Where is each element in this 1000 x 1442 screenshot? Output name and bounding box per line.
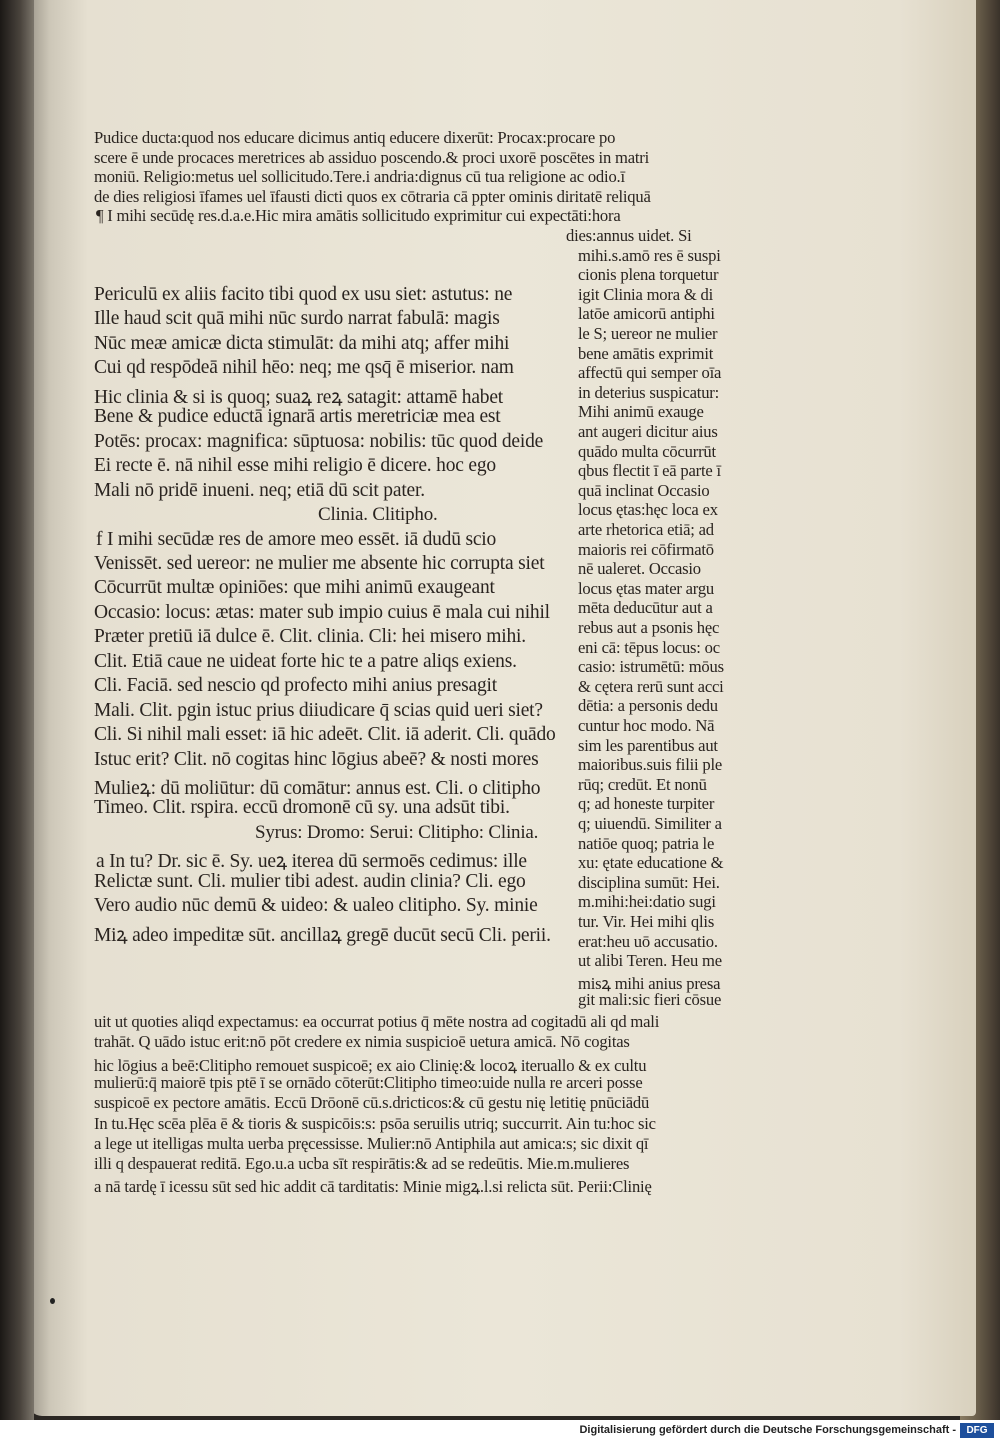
commentary-line: uit ut quoties aliqd expectamus: ea occurrat potius q̄ mēte nostra ad cogitadū ali qd mali	[94, 1012, 660, 1031]
verse-line: Nūc meæ amicæ dicta stimulāt: da mihi atq; affer mihi	[94, 332, 510, 354]
verse-line: Vero audio nūc demū & uideo: & ualeo clitipho. Sy. minie	[94, 895, 538, 917]
gloss-line: xu: ętate educatione &	[578, 853, 724, 873]
gloss-line: quā inclinat Occasio	[578, 480, 710, 500]
gloss-line: bene amātis exprimit	[578, 343, 714, 363]
commentary-line: de dies religiosi īfames uel īfausti dicti quos ex cōtraria cā ppter ominis diritatē reliquā	[94, 186, 651, 206]
footer	[0, 1420, 1000, 1442]
verse-line: Venissēt. sed uereor: ne mulier me absente hic corrupta siet	[94, 552, 545, 574]
gloss-line: casio: istrumētū: mōus	[578, 657, 724, 677]
gloss-line: natiōe quoq; patria le	[578, 833, 715, 853]
commentary-line: ¶ I mihi secūdę res.d.a.e.Hic mira amātis sollicitudo exprimitur cui expectāti:hora	[96, 206, 621, 226]
gloss-line: erat:heu uō accusatio.	[578, 931, 718, 951]
commentary-line: scere ē unde procaces meretrices ab assiduo poscendo.& proci uxorē poscētes in matri	[94, 147, 650, 167]
verse-line: Miꝝ adeo impeditæ sūt. ancillaꝝ gregē ducūt secū Cli. perii.	[94, 924, 551, 946]
verse-line: Præter pretiū iā dulce ē. Clit. clinia. Cli: hei misero mihi.	[94, 626, 526, 648]
gloss-line: dētia: a personis dedu	[578, 696, 718, 716]
gloss-line: affectū qui semper oīa	[578, 363, 722, 383]
gloss-line: ant augeri dicitur aius	[578, 422, 718, 441]
gloss-line: le S; uereor ne mulier	[578, 324, 718, 343]
gloss-line: mihi.s.amō res ē suspi	[578, 245, 721, 265]
ink-mark	[50, 1298, 55, 1304]
verse-line: Ille haud scit quā mihi nūc surdo narrat fabulā: magis	[94, 308, 500, 330]
gloss-line: igit Clinia mora & di	[578, 284, 713, 304]
gloss-line: dies:annus uidet. Si	[566, 226, 692, 245]
verse-line: Cōcurrūt multæ opiniōes: que mihi animū exaugeant	[94, 577, 495, 599]
verse-line: f I mihi secūdæ res de amore meo essēt. iā dudū scio	[96, 528, 497, 550]
commentary-line: hic lōgius a beē:Clitipho remouet suspicoē; ex aio Clinię:& locoꝝ iteruallo & ex cultu	[94, 1055, 647, 1075]
verse-line: Cli. Si nihil mali esset: iā hic adeēt. Clit. iā aderit. Cli. quādo	[94, 724, 556, 746]
commentary-line: trahāt. Q uādo istuc erit:nō pōt credere ex nimia suspicioē uetura amicā. Nō cogitas	[94, 1032, 630, 1052]
gloss-line: qbus flectit ī eā parte ī	[578, 461, 721, 481]
gloss-line: ut alibi Teren. Heu me	[578, 951, 722, 971]
gloss-line: latōe amicorū antiphi	[578, 304, 715, 324]
gloss-line: git mali:sic fieri cōsue	[578, 990, 722, 1010]
gloss-line: q; ad honeste turpiter	[578, 794, 715, 814]
verse-line: Potēs: procax: magnifica: sūptuosa: nobilis: tūc quod deide	[94, 430, 544, 452]
gloss-line: in deterius suspicatur:	[578, 382, 720, 402]
verse-line: Occasio: locus: ætas: mater sub impio cuius ē mala cui nihil	[94, 601, 550, 623]
commentary-line: a nā tardę ī icessu sūt sed hic addit cā tarditatis: Minie migꝝ.l.si relicta sūt. Perii:Clinię	[94, 1177, 652, 1197]
gloss-line: misꝝ mihi anius presa	[578, 973, 721, 993]
footer-credit: Digitalisierung gefördert durch die Deutsche Forschungsgemeinschaft -	[579, 1424, 956, 1436]
gloss-line: maioris rei cōfirmatō	[578, 539, 714, 559]
gloss-line: disciplina sumūt: Hei.	[578, 872, 720, 892]
gloss-line: Mihi animū exauge	[578, 402, 704, 422]
commentary-line: In tu.Hęc scēa plēa ē & tioris & suspicōis:s: psōa seruilis utriq; succurrit. Ain tu:hoc sic	[94, 1113, 656, 1133]
commentary-line: Pudice ducta:quod nos educare dicimus antiq educere dixerūt: Procax:procare po	[94, 128, 616, 147]
verse-line: Ei recte ē. nā nihil esse mihi religio ē dicere. hoc ego	[94, 455, 496, 477]
gloss-line: quādo multa cōcurrūt	[578, 441, 716, 461]
gloss-line: arte rhetorica etiā; ad	[578, 520, 714, 539]
verse-line: Clit. Etiā caue ne uideat forte hic te a patre aliqs exiens.	[94, 650, 517, 672]
gloss-line: m.mihi:hei:datio sugi	[578, 892, 716, 912]
gloss-line: sim les parentibus aut	[578, 735, 718, 755]
verse-line: Mulieꝝ: dū moliūtur: dū comātur: annus est. Cli. o clitipho	[94, 778, 541, 799]
verse-line: Cui qd respōdeā nihil hēo: neq; me qsq̄ ē miserior. nam	[94, 357, 514, 379]
gloss-line: & cętera rerū sunt acci	[578, 676, 724, 696]
verse-line: Cli. Faciā. sed nescio qd profecto mihi anius presagit	[94, 675, 497, 697]
gloss-line: cionis plena torquetur	[578, 265, 719, 285]
gloss-line: rebus aut a psonis hęc	[578, 618, 720, 637]
gloss-line: q; uiuendū. Similiter a	[578, 814, 722, 833]
commentary-line: a lege ut itelligas multa uerba pręcessisse. Mulier:nō Antiphila aut amica:s; sic dixit qī	[94, 1133, 649, 1153]
gloss-line: nē ualeret. Occasio	[578, 559, 701, 579]
scene-heading: Syrus: Dromo: Serui: Clitipho: Clinia.	[255, 821, 539, 843]
commentary-line: moniū. Religio:metus uel sollicitudo.Tere.i andria:dignus cū tua religione ac odio.ī	[94, 167, 625, 187]
verse-line: Relictæ sunt. Cli. mulier tibi adest. audin clinia? Cli. ego	[94, 870, 526, 892]
verse-line: Mali. Clit. pgin istuc prius diiudicare q̄ scias quid ueri siet?	[94, 699, 543, 721]
verse-line: Periculū ex aliis facito tibi quod ex usu siet: astutus: ne	[94, 284, 513, 305]
gloss-line: maioribus.suis filii ple	[578, 755, 723, 775]
verse-line: Istuc erit? Clit. nō cogitas hinc lōgius abeē? & nosti mores	[94, 748, 539, 770]
gloss-line: mēta deducūtur aut a	[578, 598, 713, 618]
gloss-line: tur. Vir. Hei mihi qlis	[578, 912, 715, 931]
verse-line: Bene & pudice eductā ignarā artis meretriciæ mea est	[94, 406, 501, 428]
scene-heading: Clinia. Clitipho.	[318, 504, 438, 526]
verse-line: Hic clinia & si is quoq; suaꝝ reꝝ satagit: attamē habet	[94, 386, 504, 408]
gloss-line: cuntur hoc modo. Nā	[578, 716, 715, 735]
verse-line: Timeo. Clit. rspira. eccū dromonē cū sy. una adsūt tibi.	[94, 797, 510, 819]
commentary-line: suspicoē ex pectore amātis. Eccū Drōonē cū.s.dricticos:& cū gestu nię letitię pnūciādū	[94, 1093, 650, 1113]
book-binding	[0, 0, 34, 1420]
verse-line: a In tu? Dr. sic ē. Sy. ueꝝ iterea dū sermoēs cedimus: ille	[96, 851, 527, 873]
verse-line: Mali nō pridē inueni. neq; etiā dū scit pater.	[94, 479, 425, 501]
dfg-logo: DFG	[960, 1423, 994, 1438]
gloss-line: rūq; credūt. Et nonū	[578, 774, 707, 794]
commentary-line: mulierū:q̄ maiorē tpis ptē ī se ornādo cōterūt:Clitipho timeo:uide nulla re arceri posse	[94, 1072, 643, 1092]
gloss-line: locus ętas:hęc loca ex	[578, 500, 718, 520]
gloss-line: locus ętas mater argu	[578, 578, 715, 598]
commentary-line: illi q despauerat reditā. Ego.u.a ucba sīt respirātis:& ad se redeūtis. Mie.m.mulieres	[94, 1154, 630, 1174]
gloss-line: eni cā: tēpus locus: oc	[578, 637, 720, 657]
